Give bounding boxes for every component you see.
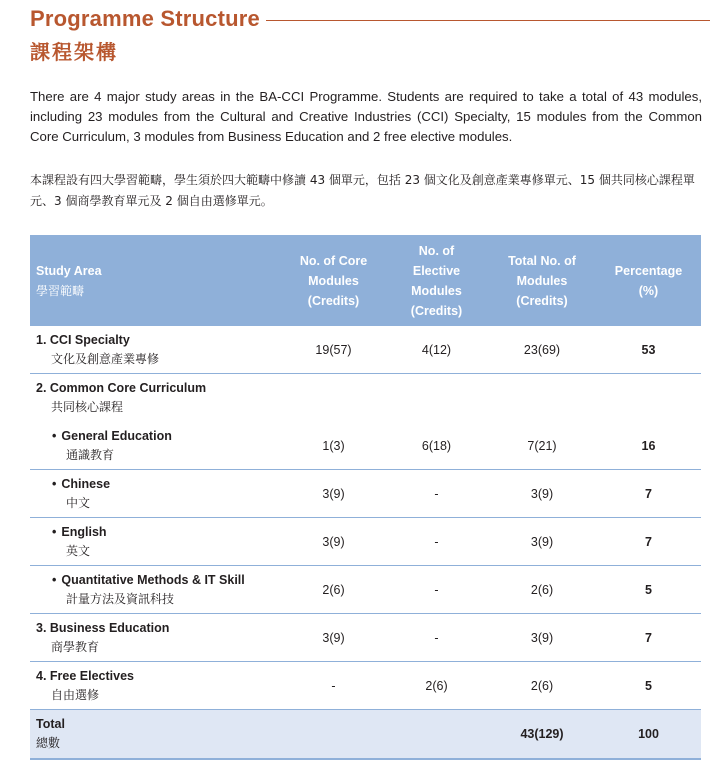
header-elective-modules: No. of Elective Modules (Credits): [385, 235, 488, 326]
intro-paragraph-english: There are 4 major study areas in the BA-CCI Programme. Students are required to take a total of 43 modules, including 23 modules from the Cultural and Creative Industries (CCI) Specialty, 15 modules from the Common Core Curriculum, 3 modules from Business Education and 2 free elective modules.: [30, 89, 702, 144]
percentage-cell: 5: [596, 566, 701, 614]
table-row: [30, 662, 701, 710]
total-cell: 3(9): [488, 470, 596, 518]
intro-paragraph-chinese: 本課程設有四大學習範疇，學生須於四大範疇中修讀 43 個單元，包括 23 個文化及創意產業專修單元、15 個共同核心課程單元、3 個商學教育單元及 2 個自由選修單元。: [30, 173, 695, 208]
total-cell: 2(6): [488, 662, 596, 710]
study-area-cell: • Quantitative Methods & IT Skill 計量方法及資訊科技: [30, 566, 282, 614]
core-cell: 1(3): [282, 422, 385, 470]
percentage-cell: 7: [596, 614, 701, 662]
study-area-cell: • English 英文: [30, 518, 282, 566]
table-row: [30, 422, 701, 470]
table-row: [30, 374, 701, 423]
core-cell: [282, 374, 385, 423]
study-area-cell: • Chinese 中文: [30, 470, 282, 518]
core-cell: 2(6): [282, 566, 385, 614]
percentage-cell: 5: [596, 662, 701, 710]
total-row: [30, 710, 701, 760]
total-modules-cell: 43(129): [488, 710, 596, 760]
core-cell: 3(9): [282, 614, 385, 662]
study-area-cell: 3. Business Education 商學教育: [30, 614, 282, 662]
table-row: [30, 566, 701, 614]
header-core-modules: No. of Core Modules (Credits): [282, 235, 385, 326]
total-percentage-cell: 100: [596, 710, 701, 760]
title-row: [30, 4, 710, 34]
total-cell: 3(9): [488, 614, 596, 662]
total-cell: 3(9): [488, 518, 596, 566]
header-total-modules: Total No. of Modules (Credits): [488, 235, 596, 326]
percentage-cell: 7: [596, 518, 701, 566]
page-title: Programme Structure: [30, 6, 260, 31]
page-title-chinese: 課程架構: [30, 40, 118, 64]
study-area-cell: 2. Common Core Curriculum 共同核心課程: [36, 381, 207, 414]
elective-cell: -: [385, 566, 488, 614]
table-row: [30, 326, 701, 374]
elective-cell: 2(6): [385, 662, 488, 710]
core-cell: -: [282, 662, 385, 710]
elective-cell: -: [385, 518, 488, 566]
elective-cell: 4(12): [385, 326, 488, 374]
percentage-cell: [596, 374, 701, 423]
table-row: [30, 470, 701, 518]
total-cell: 7(21): [488, 422, 596, 470]
core-cell: [282, 710, 385, 760]
total-cell: 2(6): [488, 566, 596, 614]
elective-cell: 6(18): [385, 422, 488, 470]
programme-structure-table: [30, 235, 701, 760]
percentage-cell: 53: [596, 326, 701, 374]
table-header-row: [30, 235, 701, 326]
core-cell: 19(57): [282, 326, 385, 374]
study-area-cell: • General Education 通識教育: [30, 422, 282, 470]
percentage-cell: 7: [596, 470, 701, 518]
elective-cell: -: [385, 470, 488, 518]
header-study-area: Study Area 學習範疇: [30, 235, 282, 326]
table-row: [30, 614, 701, 662]
core-cell: 3(9): [282, 518, 385, 566]
study-area-cell: 4. Free Electives 自由選修: [30, 662, 282, 710]
table-row: [30, 518, 701, 566]
percentage-cell: 16: [596, 422, 701, 470]
elective-cell: [385, 710, 488, 760]
total-cell: 23(69): [488, 326, 596, 374]
study-area-cell: 1. CCI Specialty 文化及創意產業專修: [30, 326, 282, 374]
total-label-cell: Total 總數: [30, 710, 282, 760]
total-cell: [488, 374, 596, 423]
elective-cell: -: [385, 614, 488, 662]
elective-cell: [385, 374, 488, 423]
header-percentage: Percentage (%): [596, 235, 701, 326]
core-cell: 3(9): [282, 470, 385, 518]
title-divider: [266, 20, 710, 21]
